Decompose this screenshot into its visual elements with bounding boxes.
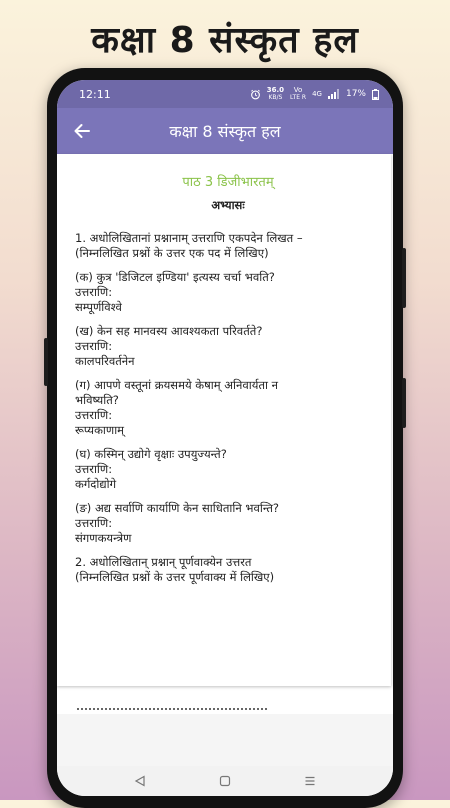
content-card[interactable] bbox=[57, 154, 391, 686]
alarm-icon bbox=[250, 89, 261, 100]
question-block: (घ) कस्मिन् उद्योगे वृक्षाः उपयुज्यन्ते? उत्तराणि: कर्गदोद्योगे bbox=[75, 447, 227, 491]
question-block: (ग) आपणे वस्तूनां क्रयसमये केषाम् अनिवार्यता न भविष्यति? उत्तराणि: रूप्यकाणाम् bbox=[75, 378, 279, 437]
square-home-icon bbox=[219, 775, 231, 787]
phone-screen bbox=[57, 80, 393, 796]
battery-icon bbox=[372, 89, 379, 100]
battery-text: 17% bbox=[345, 89, 366, 99]
promo-title: कक्षा 8 संस्कृत हल bbox=[91, 20, 359, 61]
section-heading: अभ्यासः bbox=[211, 198, 245, 212]
volume-button bbox=[44, 338, 48, 386]
signal-icon bbox=[328, 89, 340, 99]
net-speed-unit: KB/S bbox=[268, 94, 283, 101]
app-bar bbox=[57, 108, 393, 154]
network-type: 4G bbox=[312, 90, 322, 98]
net-speed-value: 36.0 bbox=[266, 86, 285, 94]
question-block: 1. अधोलिखितानां प्रश्नानाम् उत्तराणि एकपदेन लिखत – (निम्नलिखित प्रश्नों के उत्तर एक पद में लिखिए) bbox=[75, 231, 303, 260]
back-button[interactable] bbox=[69, 118, 95, 144]
question-block: (ख) केन सह मानवस्य आवश्यकता परिवर्तते? उत्तराणि: कालपरिवर्तनेन bbox=[75, 324, 263, 368]
side-button bbox=[402, 378, 406, 428]
navigation-bar bbox=[57, 766, 393, 796]
nav-recents-button[interactable] bbox=[298, 769, 322, 793]
triangle-back-icon bbox=[134, 775, 146, 787]
nav-back-button[interactable] bbox=[128, 769, 152, 793]
arrow-left-icon bbox=[73, 122, 91, 140]
nav-home-button[interactable] bbox=[213, 769, 237, 793]
power-button bbox=[402, 248, 406, 308]
volte-bottom: LTE R bbox=[290, 94, 307, 101]
status-time: 12:11 bbox=[79, 87, 111, 101]
status-bar bbox=[57, 80, 393, 108]
status-icons bbox=[250, 87, 379, 101]
question-block: 2. अधोलिखितान् प्रश्नान् पूर्णवाक्येन उत्तरत (निम्नलिखित प्रश्नों के उत्तर पूर्णवाक्य में लिखिए) bbox=[75, 555, 275, 584]
question-block: (ङ) अद्य सर्वाणि कार्याणि केन साधितानि भवन्ति? उत्तराणि: संगणकयन्त्रेण bbox=[75, 501, 280, 545]
phone-frame bbox=[47, 68, 403, 808]
question-block: (क) कुत्र 'डिजिटल इण्डिया' इत्यस्य चर्चा भवति? उत्तराणि: सम्पूर्णविश्वे bbox=[75, 270, 275, 314]
cut-off-text bbox=[77, 708, 267, 713]
bottom-area bbox=[57, 714, 393, 766]
menu-lines-icon bbox=[304, 775, 316, 787]
app-title: कक्षा 8 संस्कृत हल bbox=[169, 122, 281, 141]
lesson-title: पाठ 3 डिजीभारतम् bbox=[182, 175, 274, 190]
volte-top: Vo bbox=[293, 86, 303, 94]
net-speed bbox=[267, 87, 284, 101]
volte-indicator bbox=[290, 87, 306, 101]
